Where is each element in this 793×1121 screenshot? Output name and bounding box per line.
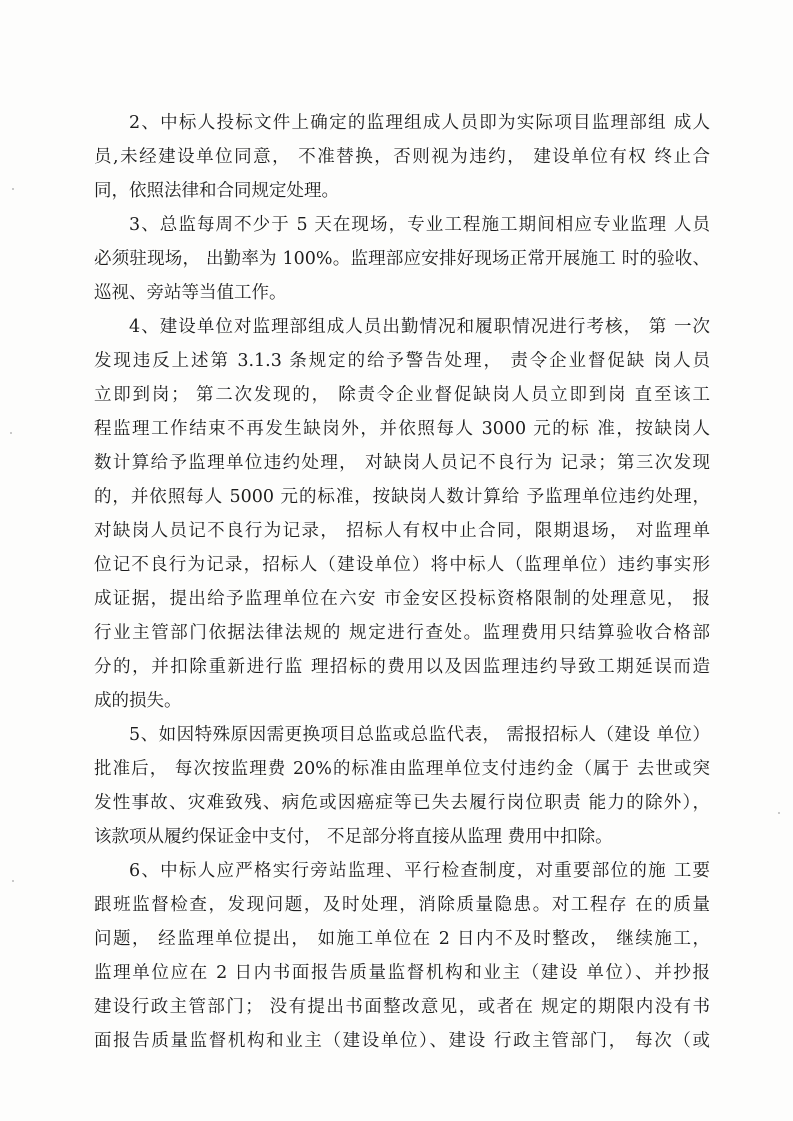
scan-speck — [10, 432, 12, 434]
text-line: 立即到岗； 第二次发现的， 除责令企业督促缺岗人员立即到岗 直至该工 — [94, 385, 710, 405]
paragraph-item-4 — [94, 310, 710, 718]
paragraph-item-2 — [94, 106, 710, 208]
text-line: 3、总监每周不少于 5 天在现场，专业工程施工期间相应专业监理 人员 — [129, 215, 710, 235]
text-line: 批准后， 每次按监理费 20%的标准由监理单位支付违约金（属于 去世或突 — [94, 759, 710, 779]
paragraph-item-6 — [94, 854, 710, 1058]
scan-speck — [12, 880, 14, 882]
text-line: 行业主管部门依据法律法规的 规定进行查处。监理费用只结算验收合格部 — [94, 623, 710, 643]
text-line: 分的，并扣除重新进行监 理招标的费用以及因监理违约导致工期延误而造 — [94, 657, 710, 677]
text-line: 问题， 经监理单位提出， 如施工单位在 2 日内不及时整改， 继续施工， — [94, 929, 710, 949]
text-line: 6、中标人应严格实行旁站监理、平行检查制度，对重要部位的施 工要 — [129, 861, 710, 881]
text-line: 面报告质量监督机构和业主（建设单位）、建设 行政主管部门， 每次（或 — [94, 1031, 710, 1051]
text-line: 同，依照法律和合同规定处理。 — [94, 181, 339, 201]
document-body — [94, 106, 710, 1058]
paragraph-item-3 — [94, 208, 710, 310]
scan-speck — [12, 188, 14, 190]
text-line: 4、建设单位对监理部组成人员出勤情况和履职情况进行考核， 第 一次 — [129, 317, 710, 337]
text-line: 监理单位应在 2 日内书面报告质量监督机构和业主（建设 单位）、并抄报 — [94, 963, 710, 983]
text-line: 5、如因特殊原因需更换项目总监或总监代表， 需报招标人（建设 单位） — [129, 725, 710, 745]
text-line: 对缺岗人员记不良行为记录， 招标人有权中止合同，限期退场， 对监理单 — [94, 521, 710, 541]
text-line: 发现违反上述第 3.1.3 条规定的给予警告处理， 责令企业督促缺 岗人员 — [94, 351, 710, 371]
text-line: 数计算给予监理单位违约处理， 对缺岗人员记不良行为 记录；第三次发现 — [94, 453, 710, 473]
text-line: 员,未经建设单位同意， 不准替换，否则视为违约， 建设单位有权 终止合 — [94, 147, 710, 167]
text-line: 成的损失。 — [94, 691, 182, 711]
scan-speck — [778, 812, 780, 814]
text-line: 的，并依照每人 5000 元的标准，按缺岗人数计算给 予监理单位违约处理， — [94, 487, 710, 507]
text-line: 成证据，提出给予监理单位在六安 市金安区投标资格限制的处理意见， 报 — [94, 589, 710, 609]
text-line: 2、中标人投标文件上确定的监理组成人员即为实际项目监理部组 成人 — [129, 113, 710, 133]
text-line: 位记不良行为记录，招标人（建设单位）将中标人（监理单位）违约事实形 — [94, 555, 710, 575]
paragraph-item-5 — [94, 718, 710, 854]
text-line: 发性事故、灾难致残、病危或因癌症等已失去履行岗位职责 能力的除外）， — [94, 793, 710, 813]
text-line: 巡视、旁站等当值工作。 — [94, 283, 287, 303]
text-line: 建设行政主管部门； 没有提出书面整改意见，或者在 规定的期限内没有书 — [94, 997, 710, 1017]
text-line: 程监理工作结束不再发生缺岗外，并依照每人 3000 元的标 准，按缺岗人 — [94, 419, 710, 439]
text-line: 必须驻现场， 出勤率为 100%。监理部应安排好现场正常开展施工 时的验收、 — [94, 249, 710, 269]
text-line: 跟班监督检查，发现问题，及时处理，消除质量隐患。对工程存 在的质量 — [94, 895, 710, 915]
text-line: 该款项从履约保证金中支付， 不足部分将直接从监理 费用中扣除。 — [94, 827, 613, 847]
